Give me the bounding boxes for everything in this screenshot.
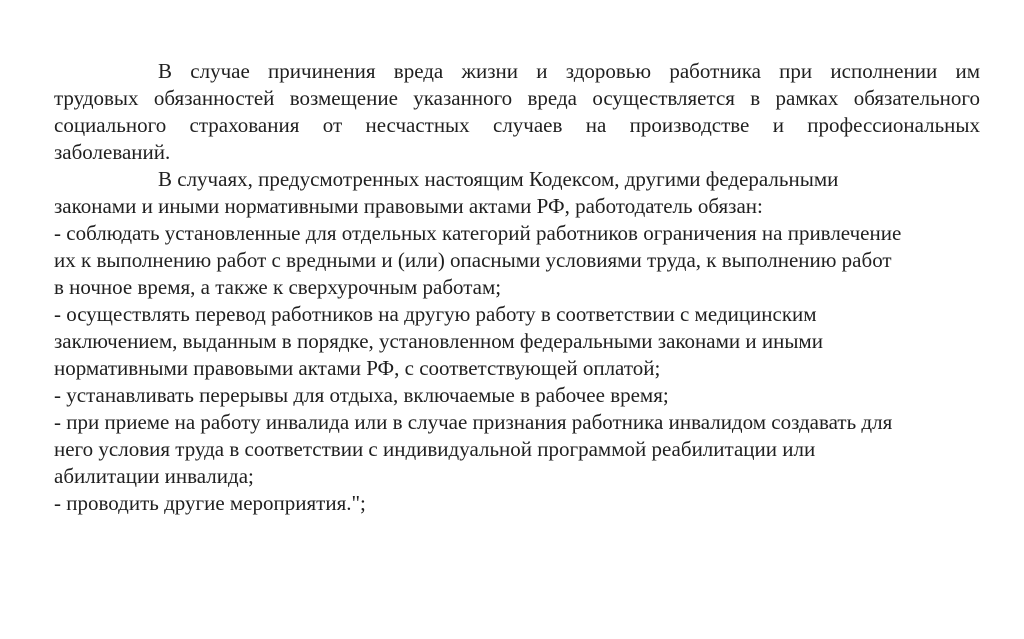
text-line: заключением, выданным в порядке, установленном федеральными законами и иными <box>54 329 823 353</box>
text-line: социального страхования от несчастных случаев на производстве и профессиональных <box>54 113 980 137</box>
text-line: их к выполнению работ с вредными и (или) опасными условиями труда, к выполнению работ <box>54 248 892 272</box>
text-line: - устанавливать перерывы для отдыха, включаемые в рабочее время; <box>54 383 669 407</box>
text-line: - осуществлять перевод работников на другую работу в соответствии с медицинским <box>54 302 817 326</box>
text-line: него условия труда в соответствии с индивидуальной программой реабилитации или <box>54 437 816 461</box>
text-line: нормативными правовыми актами РФ, с соответствующей оплатой; <box>54 356 661 380</box>
list-item-transfer <box>54 301 980 382</box>
text-line: заболеваний. <box>54 140 171 164</box>
text-line: трудовых обязанностей возмещение указанного вреда осуществляется в рамках обязательного <box>54 86 980 110</box>
list-item-restrictions <box>54 220 980 301</box>
document-body <box>54 58 980 517</box>
text-line: - соблюдать установленные для отдельных категорий работников ограничения на привлечение <box>54 221 902 245</box>
text-line: абилитации инвалида; <box>54 464 254 488</box>
text-line: в ночное время, а также к сверхурочным работам; <box>54 275 502 299</box>
text-line: - проводить другие мероприятия."; <box>54 491 366 515</box>
text-line: законами и иными нормативными правовыми актами РФ, работодатель обязан: <box>54 194 763 218</box>
list-item-disabled-conditions <box>54 409 980 490</box>
list-item-breaks <box>54 382 980 409</box>
text-line: В случаях, предусмотренных настоящим Кодексом, другими федеральными <box>158 167 839 191</box>
paragraph-compensation <box>54 58 980 166</box>
list-item-other-measures <box>54 490 980 517</box>
paragraph-employer-duties <box>54 166 980 220</box>
text-line: - при приеме на работу инвалида или в случае признания работника инвалидом создавать для <box>54 410 893 434</box>
text-line: В случае причинения вреда жизни и здоровью работника при исполнении им <box>158 59 980 83</box>
